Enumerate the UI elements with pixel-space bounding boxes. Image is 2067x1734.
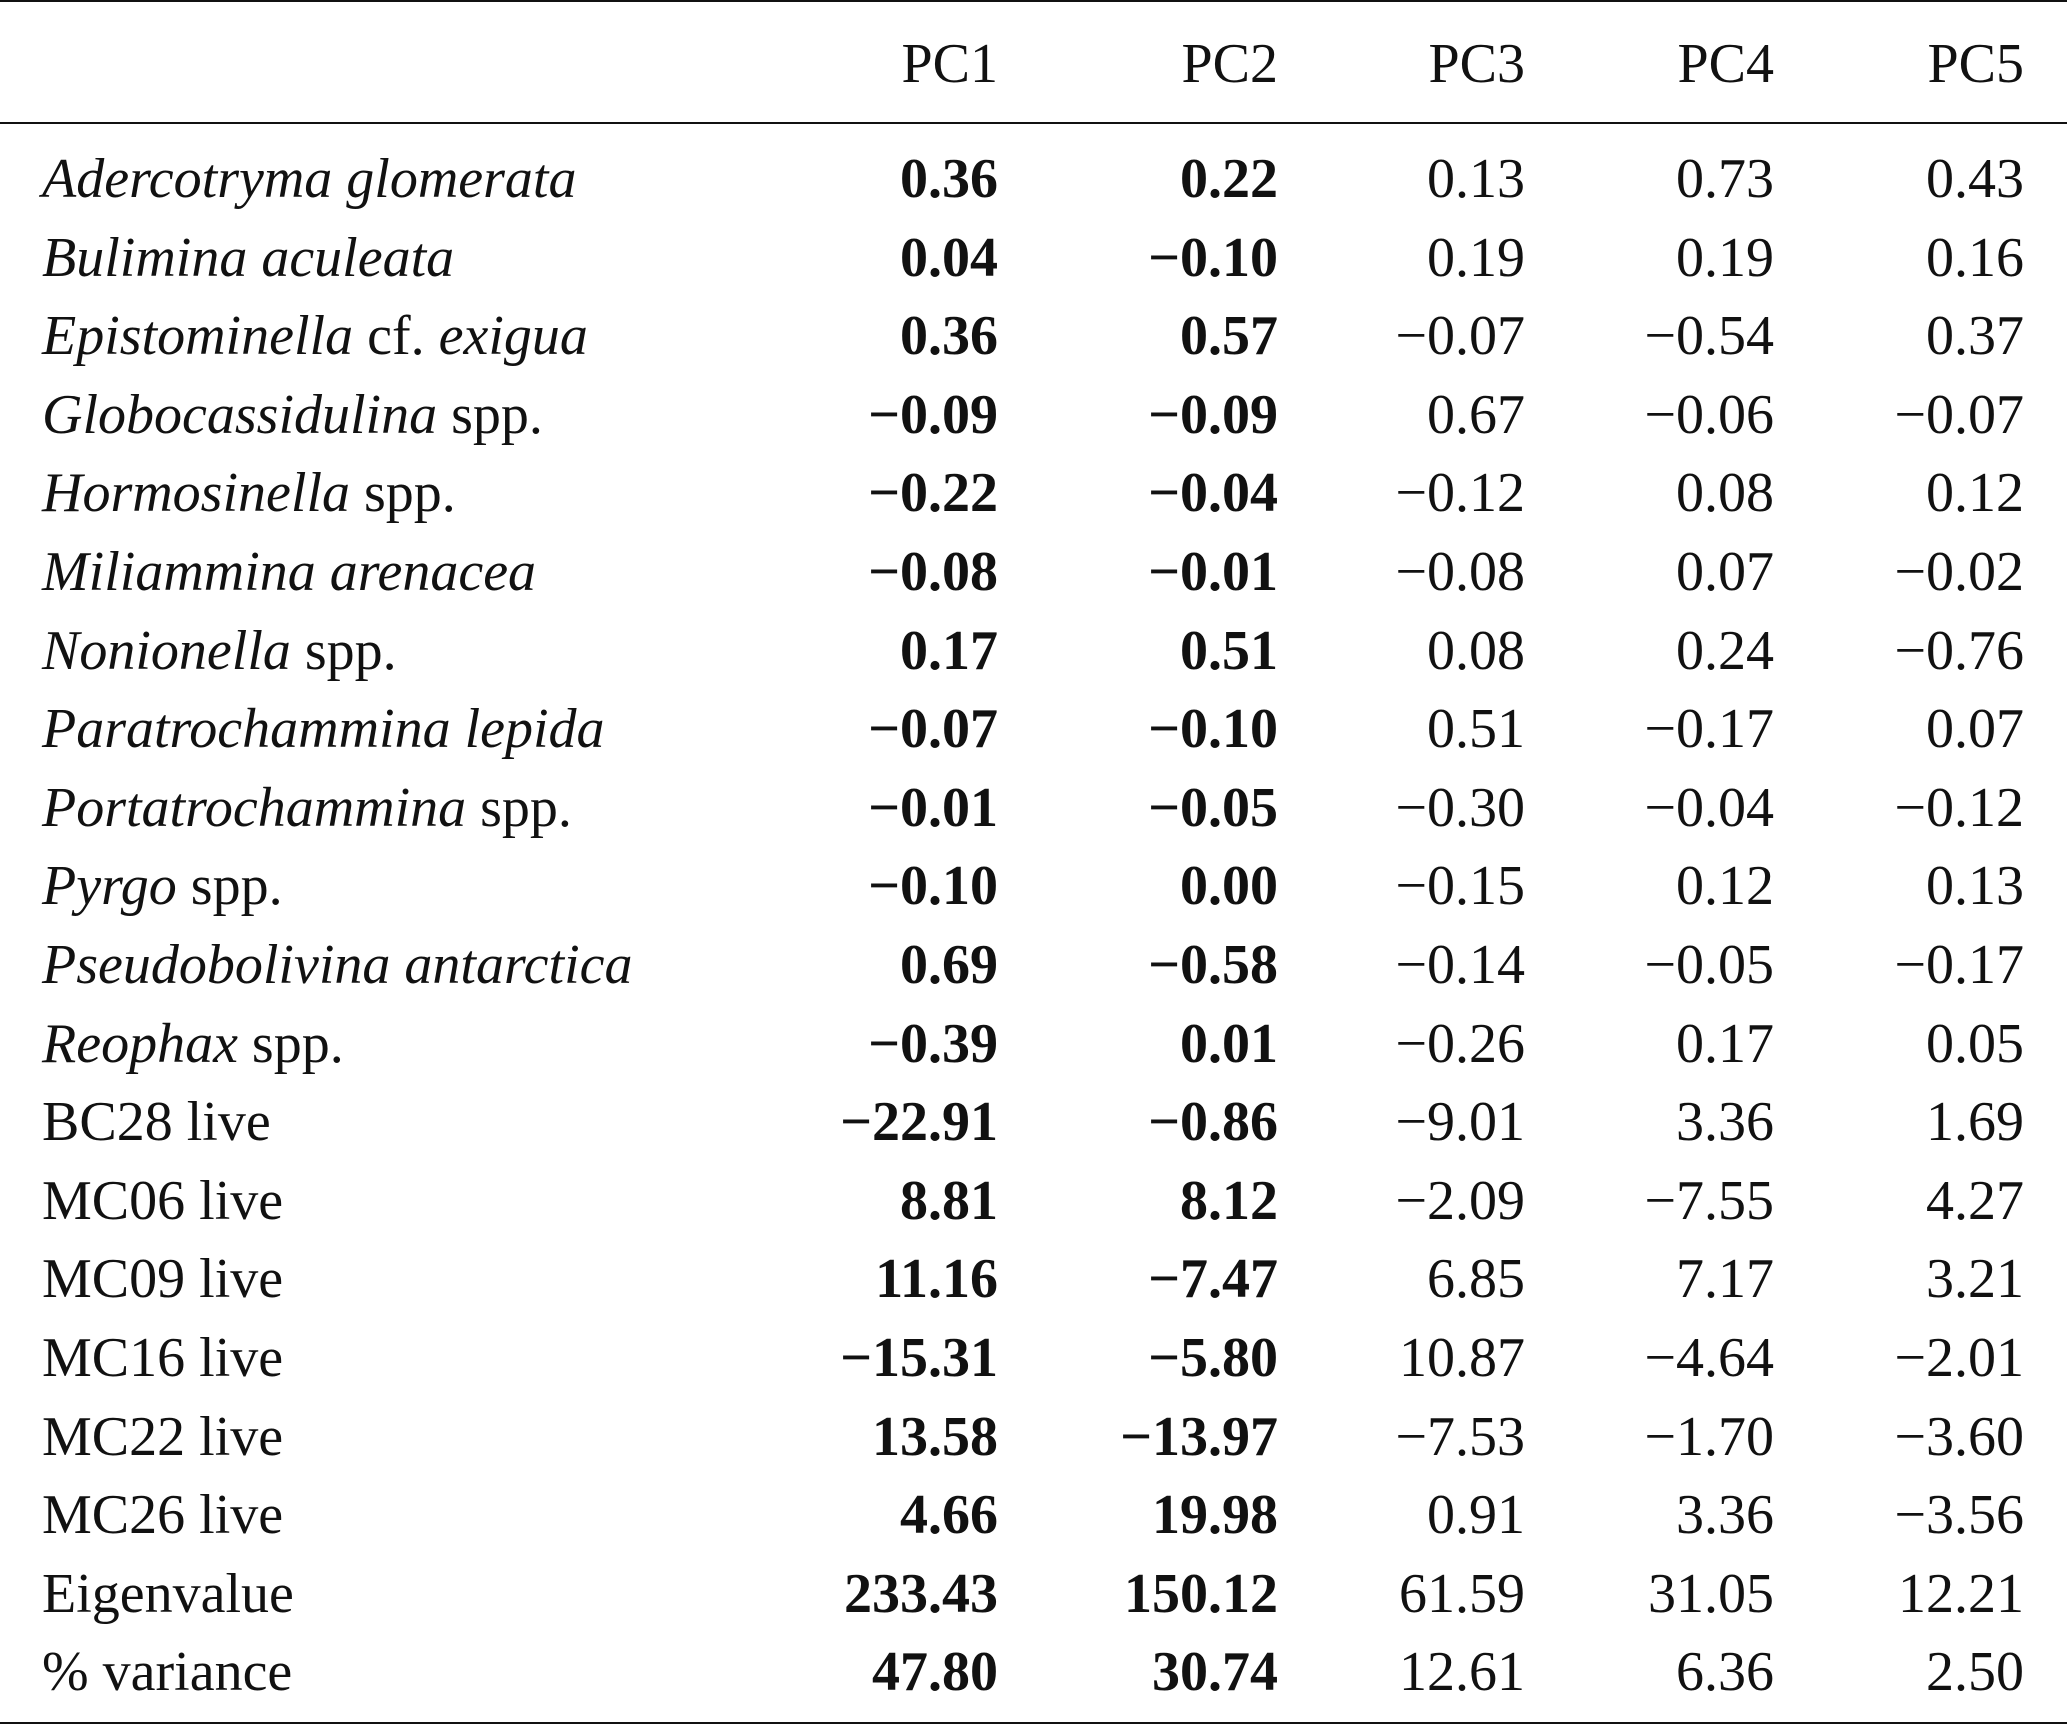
cell-pc5: 3.21 [1926, 1248, 2024, 1311]
cell-pc2: −0.09 [1148, 383, 1278, 446]
cell-pc2: −0.86 [1148, 1091, 1278, 1154]
row-label-part: exigua [438, 305, 588, 368]
row-label [42, 1083, 271, 1162]
cell-pc1: 0.04 [900, 226, 998, 289]
row-label-part: MC06 live [42, 1169, 284, 1232]
top-rule [0, 0, 2067, 2]
header-pc3: PC3 [1428, 33, 1525, 95]
cell-pc5: 4.27 [1926, 1169, 2024, 1232]
row-label-part: cf. [353, 305, 439, 368]
row-label-part: Miliammina arenacea [42, 540, 537, 603]
cell-pc5: 0.07 [1926, 698, 2024, 761]
cell-pc2: 0.57 [1180, 305, 1278, 368]
cell-pc2: 0.51 [1180, 619, 1278, 682]
cell-pc5: 0.43 [1926, 148, 2024, 210]
table-row [0, 1319, 2067, 1398]
cell-pc4: 0.24 [1676, 619, 1774, 682]
header-pc4: PC4 [1677, 33, 1774, 95]
row-label-part: BC28 live [42, 1091, 271, 1154]
cell-pc3: 12.61 [1399, 1641, 1525, 1704]
cell-pc2: −5.80 [1148, 1326, 1278, 1389]
row-label [42, 454, 456, 533]
table-row [0, 1555, 2067, 1634]
cell-pc3: −0.08 [1395, 540, 1525, 603]
cell-pc4: −0.06 [1644, 383, 1774, 446]
row-label-part: Eigenvalue [42, 1562, 294, 1625]
header-pc5: PC5 [1927, 33, 2024, 95]
row-label [42, 297, 588, 376]
row-label-part: Pyrgo [42, 855, 177, 918]
table-row [0, 454, 2067, 533]
cell-pc4: −0.54 [1644, 305, 1774, 368]
cell-pc5: 12.21 [1898, 1562, 2024, 1625]
row-label-part: Portatrochammina [42, 776, 467, 839]
cell-pc4: −0.04 [1644, 776, 1774, 839]
cell-pc2: −0.05 [1148, 776, 1278, 839]
cell-pc5: 1.69 [1926, 1091, 2024, 1154]
table-row [0, 533, 2067, 612]
cell-pc5: 0.12 [1926, 462, 2024, 525]
table-row [0, 690, 2067, 769]
cell-pc5: −2.01 [1894, 1326, 2024, 1389]
cell-pc3: −0.30 [1395, 776, 1525, 839]
header-pc2: PC2 [1181, 33, 1278, 95]
row-label-part: % variance [42, 1641, 293, 1704]
row-label-part: Epistominella [42, 305, 354, 368]
cell-pc3: −0.15 [1395, 855, 1525, 918]
cell-pc1: −0.01 [868, 776, 998, 839]
row-label [42, 533, 536, 612]
cell-pc2: −0.10 [1148, 698, 1278, 761]
cell-pc3: 0.13 [1427, 148, 1525, 210]
cell-pc5: 0.37 [1926, 305, 2024, 368]
cell-pc3: 0.91 [1427, 1484, 1525, 1547]
cell-pc4: 0.73 [1676, 148, 1774, 210]
cell-pc5: −0.02 [1894, 540, 2024, 603]
row-label-part: Paratrochammina lepida [42, 698, 605, 761]
cell-pc1: 0.36 [900, 305, 998, 368]
row-label [42, 690, 605, 769]
table-row [0, 376, 2067, 455]
cell-pc1: 0.36 [900, 148, 998, 210]
row-label [42, 1633, 292, 1712]
row-label-part: Bulimina aculeata [42, 226, 455, 289]
cell-pc1: 8.81 [900, 1169, 998, 1232]
row-label-part: spp. [437, 383, 543, 446]
table-row [0, 1083, 2067, 1162]
table-row [0, 769, 2067, 848]
row-label [42, 769, 572, 848]
cell-pc4: −0.05 [1644, 933, 1774, 996]
cell-pc4: −7.55 [1644, 1169, 1774, 1232]
cell-pc4: 0.07 [1676, 540, 1774, 603]
cell-pc4: 7.17 [1676, 1248, 1774, 1311]
cell-pc4: 0.12 [1676, 855, 1774, 918]
row-label [42, 847, 283, 926]
row-label [42, 612, 397, 691]
row-label-part: spp. [176, 855, 283, 918]
table-row [0, 297, 2067, 376]
table-row [0, 1633, 2067, 1712]
cell-pc4: 0.08 [1676, 462, 1774, 525]
table-row [0, 612, 2067, 691]
cell-pc4: 31.05 [1648, 1562, 1774, 1625]
table-row [0, 219, 2067, 298]
cell-pc1: −0.07 [868, 698, 998, 761]
cell-pc3: 0.67 [1427, 383, 1525, 446]
table-row [0, 1240, 2067, 1319]
cell-pc2: −0.04 [1148, 462, 1278, 525]
cell-pc1: −0.39 [868, 1012, 998, 1075]
row-label [42, 1319, 283, 1398]
row-label [42, 219, 454, 298]
cell-pc1: −0.08 [868, 540, 998, 603]
header-pc1: PC1 [901, 33, 998, 95]
row-label-part: spp. [290, 619, 397, 682]
cell-pc2: −0.01 [1148, 540, 1278, 603]
bottom-rule [0, 1722, 2067, 1724]
cell-pc3: −7.53 [1395, 1405, 1525, 1468]
row-label [42, 140, 577, 219]
cell-pc5: −3.56 [1894, 1484, 2024, 1547]
cell-pc2: 0.00 [1180, 855, 1278, 918]
row-label-part: MC09 live [42, 1248, 284, 1311]
cell-pc2: −0.10 [1148, 226, 1278, 289]
table-row [0, 847, 2067, 926]
cell-pc2: −13.97 [1120, 1405, 1278, 1468]
cell-pc1: 4.66 [900, 1484, 998, 1547]
cell-pc1: 47.80 [872, 1641, 998, 1704]
cell-pc3: 6.85 [1427, 1248, 1525, 1311]
row-label-part: MC22 live [42, 1405, 284, 1468]
row-label-part: spp. [350, 462, 456, 525]
cell-pc4: −1.70 [1644, 1405, 1774, 1468]
cell-pc1: −0.22 [868, 462, 998, 525]
cell-pc1: 233.43 [844, 1562, 998, 1625]
table-row [0, 140, 2067, 219]
row-label [42, 926, 633, 1005]
cell-pc5: −0.17 [1894, 933, 2024, 996]
row-label [42, 1005, 344, 1084]
cell-pc4: 6.36 [1676, 1641, 1774, 1704]
table-body [0, 140, 2067, 1712]
row-label-part: MC26 live [42, 1484, 284, 1547]
cell-pc2: 0.01 [1180, 1012, 1278, 1075]
cell-pc3: 10.87 [1399, 1326, 1525, 1389]
cell-pc1: 11.16 [875, 1248, 998, 1311]
cell-pc5: −0.12 [1894, 776, 2024, 839]
row-label-part: Pseudobolivina antarctica [42, 933, 633, 996]
row-label [42, 1476, 283, 1555]
row-label [42, 1240, 283, 1319]
cell-pc5: 2.50 [1926, 1641, 2024, 1704]
cell-pc3: −2.09 [1395, 1169, 1525, 1232]
table-row [0, 1005, 2067, 1084]
header-rule [0, 122, 2067, 124]
cell-pc4: 0.19 [1676, 226, 1774, 289]
row-label-part: MC16 live [42, 1326, 284, 1389]
cell-pc2: −0.58 [1148, 933, 1278, 996]
cell-pc1: 0.17 [900, 619, 998, 682]
cell-pc3: −0.12 [1395, 462, 1525, 525]
cell-pc4: −4.64 [1644, 1326, 1774, 1389]
cell-pc5: 0.16 [1926, 226, 2024, 289]
table-row [0, 1398, 2067, 1477]
cell-pc3: −0.26 [1395, 1012, 1525, 1075]
table-row [0, 1476, 2067, 1555]
cell-pc3: 0.08 [1427, 619, 1525, 682]
cell-pc3: 0.51 [1427, 698, 1525, 761]
table-row [0, 926, 2067, 1005]
cell-pc4: 0.17 [1676, 1012, 1774, 1075]
cell-pc2: 19.98 [1152, 1484, 1278, 1547]
cell-pc1: 0.69 [900, 933, 998, 996]
row-label-part: Globocassidulina [42, 383, 438, 446]
row-label-part: spp. [237, 1012, 344, 1075]
cell-pc3: 0.19 [1427, 226, 1525, 289]
cell-pc2: 30.74 [1152, 1641, 1278, 1704]
cell-pc3: −0.07 [1395, 305, 1525, 368]
row-label [42, 376, 543, 455]
cell-pc3: −0.14 [1395, 933, 1525, 996]
cell-pc4: 3.36 [1676, 1091, 1774, 1154]
cell-pc1: −15.31 [840, 1326, 998, 1389]
cell-pc5: −0.07 [1894, 383, 2024, 446]
row-label [42, 1398, 283, 1477]
cell-pc2: 150.12 [1124, 1562, 1278, 1625]
cell-pc1: −0.10 [868, 855, 998, 918]
cell-pc1: −22.91 [840, 1091, 998, 1154]
row-label-part: Adercotryma glomerata [42, 148, 577, 210]
cell-pc5: −0.76 [1894, 619, 2024, 682]
cell-pc4: 3.36 [1676, 1484, 1774, 1547]
header-row [0, 24, 2067, 104]
cell-pc1: −0.09 [868, 383, 998, 446]
cell-pc2: −7.47 [1148, 1248, 1278, 1311]
cell-pc2: 0.22 [1180, 148, 1278, 210]
cell-pc3: −9.01 [1395, 1091, 1525, 1154]
cell-pc4: −0.17 [1644, 698, 1774, 761]
cell-pc5: −3.60 [1894, 1405, 2024, 1468]
row-label-part: Nonionella [42, 619, 291, 682]
cell-pc5: 0.05 [1926, 1012, 2024, 1075]
cell-pc5: 0.13 [1926, 855, 2024, 918]
row-label [42, 1162, 283, 1241]
row-label-part: Reophax [42, 1012, 238, 1075]
row-label [42, 1555, 294, 1634]
cell-pc1: 13.58 [872, 1405, 998, 1468]
cell-pc2: 8.12 [1180, 1169, 1278, 1232]
row-label-part: spp. [466, 776, 572, 839]
table-row [0, 1162, 2067, 1241]
cell-pc3: 61.59 [1399, 1562, 1525, 1625]
row-label-part: Hormosinella [42, 462, 350, 525]
